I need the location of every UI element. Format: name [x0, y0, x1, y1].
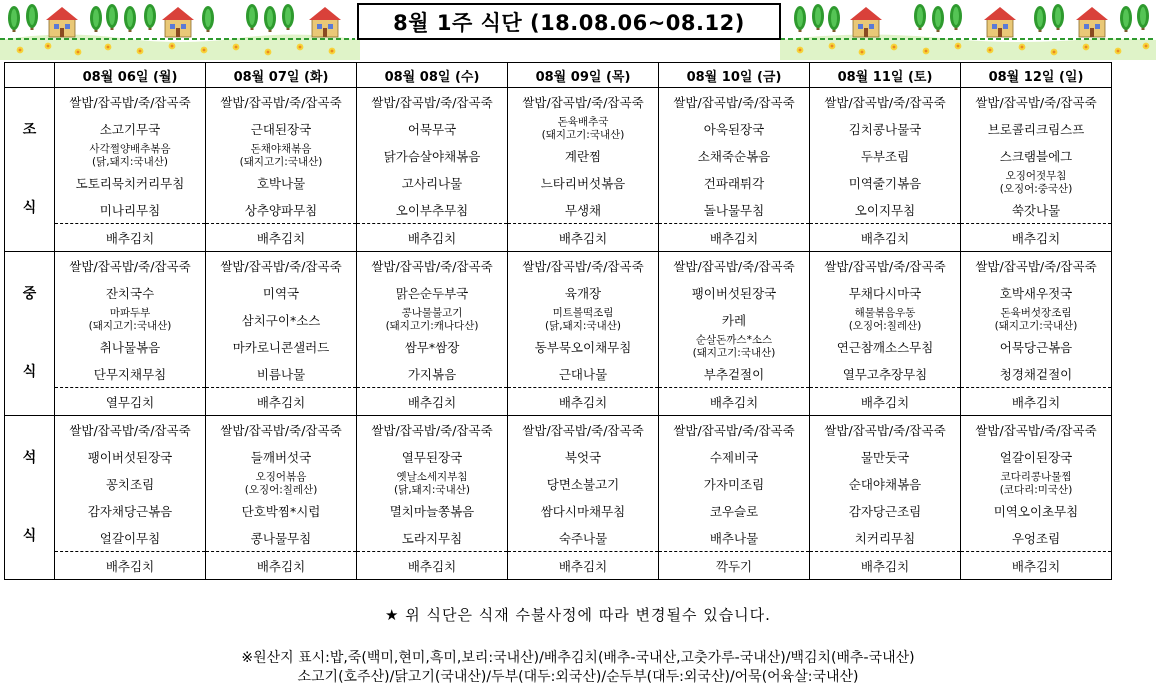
menu-row	[5, 115, 1112, 142]
dish-cell: 쌀밥/잡곡밥/죽/잡곡죽	[55, 88, 206, 116]
corner-cell	[5, 63, 55, 88]
origin-notice-line2: 소고기(호주산)/닭고기(국내산)/두부(대두:외국산)/순두부(대두:외국산)/어묵(어육살:국내산)	[297, 669, 859, 685]
dish-cell: 쌈무*쌈장	[357, 333, 508, 360]
origin-notice-line1: ※원산지 표시:밥,죽(백미,현미,흑미,보리:국내산)/배추김치(배추-국내산,고춧가루-국내산)/백김치(배추-국내산)	[241, 650, 915, 666]
dish-cell: 근대된장국	[206, 115, 357, 142]
dish-cell: 쌀밥/잡곡밥/죽/잡곡죽	[55, 252, 206, 280]
dish-cell: 쌀밥/잡곡밥/죽/잡곡죽	[206, 88, 357, 116]
page-title: 8월 1주 식단 (18.08.06~08.12)	[357, 3, 781, 40]
dish-cell: 소채죽순볶음	[659, 142, 810, 169]
dish-cell: 브로콜리크림스프	[961, 115, 1112, 142]
dish-cell: 배추김치	[508, 224, 659, 252]
menu-row	[5, 552, 1112, 580]
menu-row	[5, 196, 1112, 224]
day-header: 08월 06일 (월)	[55, 63, 206, 88]
dish-cell: 아욱된장국	[659, 115, 810, 142]
dish-cell: 미트볼떡조림 (닭,돼지:국내산)	[508, 306, 659, 333]
dish-cell: 코다리콩나물찜 (코다리:미국산)	[961, 470, 1112, 497]
menu-row	[5, 333, 1112, 360]
dish-cell: 배추김치	[206, 552, 357, 580]
dish-cell: 배추김치	[508, 552, 659, 580]
dish-cell: 고사리나물	[357, 169, 508, 196]
dish-cell: 얼갈이무침	[55, 524, 206, 552]
dish-cell: 깍두기	[659, 552, 810, 580]
dish-cell: 배추김치	[508, 388, 659, 416]
dish-cell: 카레	[659, 306, 810, 333]
dish-cell: 콩나물불고기 (돼지고기:캐나다산)	[357, 306, 508, 333]
dish-cell: 해물볶음우동 (오징어:칠레산)	[810, 306, 961, 333]
dish-cell: 감자채당근볶음	[55, 497, 206, 524]
dish-cell: 팽이버섯된장국	[659, 279, 810, 306]
dish-cell: 가지볶음	[357, 360, 508, 388]
menu-row	[5, 443, 1112, 470]
dish-cell: 열무고추장무침	[810, 360, 961, 388]
dish-cell: 열무김치	[55, 388, 206, 416]
dish-cell: 건파래튀각	[659, 169, 810, 196]
dish-cell: 쌀밥/잡곡밥/죽/잡곡죽	[961, 252, 1112, 280]
dish-cell: 두부조림	[810, 142, 961, 169]
dish-cell: 들깨버섯국	[206, 443, 357, 470]
dish-cell: 감자당근조림	[810, 497, 961, 524]
dish-cell: 북엇국	[508, 443, 659, 470]
dish-cell: 어묵무국	[357, 115, 508, 142]
change-notice: ★ 위 식단은 식재 수불사정에 따라 변경될수 있습니다.	[385, 606, 771, 624]
dish-cell: 도라지무침	[357, 524, 508, 552]
dish-cell: 배추김치	[357, 388, 508, 416]
dish-cell: 쌀밥/잡곡밥/죽/잡곡죽	[206, 416, 357, 444]
dish-cell: 마파두부 (돼지고기:국내산)	[55, 306, 206, 333]
dish-cell: 맑은순두부국	[357, 279, 508, 306]
dish-cell: 연근참깨소스무침	[810, 333, 961, 360]
dish-cell: 미역줄기볶음	[810, 169, 961, 196]
dish-cell: 쌀밥/잡곡밥/죽/잡곡죽	[55, 416, 206, 444]
dish-cell: 비름나물	[206, 360, 357, 388]
menu-row	[5, 388, 1112, 416]
dish-cell: 배추김치	[206, 224, 357, 252]
dish-cell: 배추나물	[659, 524, 810, 552]
dish-cell: 돈육버섯장조림 (돼지고기:국내산)	[961, 306, 1112, 333]
dish-cell: 배추김치	[659, 388, 810, 416]
dish-cell: 코우슬로	[659, 497, 810, 524]
menu-row	[5, 306, 1112, 333]
dish-cell: 쌀밥/잡곡밥/죽/잡곡죽	[961, 88, 1112, 116]
dish-cell: 쌀밥/잡곡밥/죽/잡곡죽	[659, 252, 810, 280]
dish-cell: 배추김치	[961, 552, 1112, 580]
dish-cell: 배추김치	[55, 224, 206, 252]
dish-cell: 배추김치	[961, 388, 1112, 416]
dish-cell: 취나물볶음	[55, 333, 206, 360]
meal-label: 석 식	[5, 416, 55, 580]
dish-cell: 쑥갓나물	[961, 196, 1112, 224]
dish-cell: 쌈다시마채무침	[508, 497, 659, 524]
dish-cell: 쌀밥/잡곡밥/죽/잡곡죽	[206, 252, 357, 280]
dish-cell: 배추김치	[810, 388, 961, 416]
day-header: 08월 11일 (토)	[810, 63, 961, 88]
dish-cell: 배추김치	[659, 224, 810, 252]
menu-row	[5, 497, 1112, 524]
dish-cell: 돈채야채볶음 (돼지고기:국내산)	[206, 142, 357, 169]
dish-cell: 배추김치	[810, 224, 961, 252]
dish-cell: 열무된장국	[357, 443, 508, 470]
dish-cell: 배추김치	[357, 552, 508, 580]
dish-cell: 닭가슴살야채볶음	[357, 142, 508, 169]
dish-cell: 쌀밥/잡곡밥/죽/잡곡죽	[508, 416, 659, 444]
day-header: 08월 09일 (목)	[508, 63, 659, 88]
dish-cell: 호박나물	[206, 169, 357, 196]
day-header: 08월 08일 (수)	[357, 63, 508, 88]
day-header: 08월 10일 (금)	[659, 63, 810, 88]
dish-cell: 당면소불고기	[508, 470, 659, 497]
dish-cell: 김치콩나물국	[810, 115, 961, 142]
dish-cell: 옛날소세지부침 (닭,돼지:국내산)	[357, 470, 508, 497]
dish-cell: 소고기무국	[55, 115, 206, 142]
menu-row	[5, 88, 1112, 116]
dish-cell: 오이부추무침	[357, 196, 508, 224]
dish-cell: 쌀밥/잡곡밥/죽/잡곡죽	[659, 88, 810, 116]
dish-cell: 육개장	[508, 279, 659, 306]
dish-cell: 삼치구이*소스	[206, 306, 357, 333]
dish-cell: 치커리무침	[810, 524, 961, 552]
dish-cell: 동부묵오이채무침	[508, 333, 659, 360]
menu-row	[5, 360, 1112, 388]
dish-cell: 계란찜	[508, 142, 659, 169]
menu-body	[5, 88, 1112, 580]
dish-cell: 배추김치	[55, 552, 206, 580]
day-header-row	[5, 63, 1112, 88]
meal-label: 중 식	[5, 252, 55, 416]
dish-cell: 스크램블에그	[961, 142, 1112, 169]
dish-cell: 단무지채무침	[55, 360, 206, 388]
day-header: 08월 12일 (일)	[961, 63, 1112, 88]
menu-row	[5, 142, 1112, 169]
dish-cell: 쌀밥/잡곡밥/죽/잡곡죽	[357, 252, 508, 280]
dish-cell: 쌀밥/잡곡밥/죽/잡곡죽	[357, 416, 508, 444]
dish-cell: 배추김치	[206, 388, 357, 416]
menu-row	[5, 279, 1112, 306]
dish-cell: 미역국	[206, 279, 357, 306]
dish-cell: 무채다시마국	[810, 279, 961, 306]
dish-cell: 돈육배추국 (돼지고기:국내산)	[508, 115, 659, 142]
dish-cell: 숙주나물	[508, 524, 659, 552]
dish-cell: 잔치국수	[55, 279, 206, 306]
dish-cell: 쌀밥/잡곡밥/죽/잡곡죽	[357, 88, 508, 116]
dish-cell: 물만둣국	[810, 443, 961, 470]
dish-cell: 수제비국	[659, 443, 810, 470]
dish-cell: 돌나물무침	[659, 196, 810, 224]
dish-cell: 우엉조림	[961, 524, 1112, 552]
menu-row	[5, 524, 1112, 552]
menu-row	[5, 470, 1112, 497]
dish-cell: 쌀밥/잡곡밥/죽/잡곡죽	[961, 416, 1112, 444]
dish-cell: 느타리버섯볶음	[508, 169, 659, 196]
dish-cell: 팽이버섯된장국	[55, 443, 206, 470]
dish-cell: 순살돈까스*소스 (돼지고기:국내산)	[659, 333, 810, 360]
dish-cell: 쌀밥/잡곡밥/죽/잡곡죽	[810, 252, 961, 280]
dish-cell: 단호박찜*시럽	[206, 497, 357, 524]
dish-cell: 무생채	[508, 196, 659, 224]
menu-row	[5, 416, 1112, 444]
menu-row	[5, 252, 1112, 280]
header-banner	[0, 0, 1156, 60]
menu-row	[5, 169, 1112, 196]
dish-cell: 쌀밥/잡곡밥/죽/잡곡죽	[810, 416, 961, 444]
menu-table	[4, 62, 1112, 580]
dish-cell: 멸치마늘쫑볶음	[357, 497, 508, 524]
dish-cell: 쌀밥/잡곡밥/죽/잡곡죽	[508, 252, 659, 280]
dish-cell: 오이지무침	[810, 196, 961, 224]
dish-cell: 오징어젓무침 (오징어:중국산)	[961, 169, 1112, 196]
dish-cell: 미나리무침	[55, 196, 206, 224]
dish-cell: 청경채겉절이	[961, 360, 1112, 388]
dish-cell: 꽁치조림	[55, 470, 206, 497]
dish-cell: 사각쩔양배추볶음 (닭,돼지:국내산)	[55, 142, 206, 169]
dish-cell: 배추김치	[961, 224, 1112, 252]
dish-cell: 배추김치	[357, 224, 508, 252]
dish-cell: 콩나물무침	[206, 524, 357, 552]
dish-cell: 도토리묵치커리무침	[55, 169, 206, 196]
meal-label: 조 식	[5, 88, 55, 252]
dish-cell: 오징어볶음 (오징어:칠레산)	[206, 470, 357, 497]
dish-cell: 미역오이초무침	[961, 497, 1112, 524]
menu-row	[5, 224, 1112, 252]
dish-cell: 쌀밥/잡곡밥/죽/잡곡죽	[508, 88, 659, 116]
dish-cell: 부추겉절이	[659, 360, 810, 388]
dish-cell: 상추양파무침	[206, 196, 357, 224]
dish-cell: 가자미조림	[659, 470, 810, 497]
dish-cell: 근대나물	[508, 360, 659, 388]
dish-cell: 쌀밥/잡곡밥/죽/잡곡죽	[659, 416, 810, 444]
dish-cell: 마카로니콘샐러드	[206, 333, 357, 360]
dish-cell: 쌀밥/잡곡밥/죽/잡곡죽	[810, 88, 961, 116]
dish-cell: 배추김치	[810, 552, 961, 580]
dish-cell: 호박새우젓국	[961, 279, 1112, 306]
day-header: 08월 07일 (화)	[206, 63, 357, 88]
dish-cell: 순대야채볶음	[810, 470, 961, 497]
dish-cell: 얼갈이된장국	[961, 443, 1112, 470]
dish-cell: 어묵당근볶음	[961, 333, 1112, 360]
